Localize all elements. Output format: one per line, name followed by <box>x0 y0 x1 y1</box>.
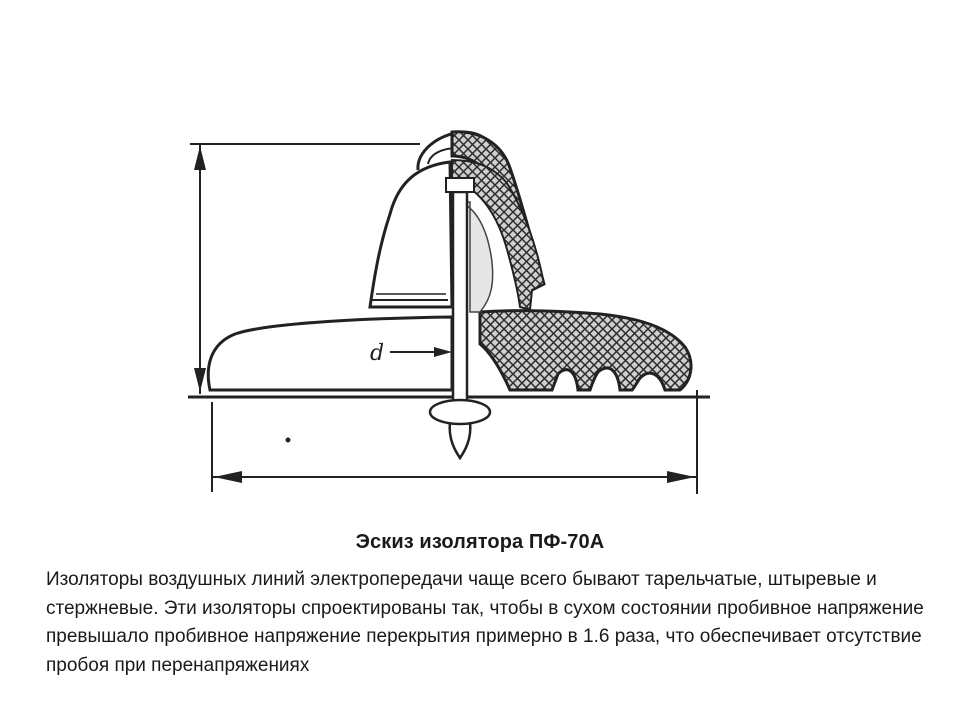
insulator-sketch <box>180 122 720 504</box>
label-h: h <box>186 142 187 143</box>
label-d: d <box>370 341 385 366</box>
speck-mark <box>286 438 291 443</box>
insulator-section-half <box>452 132 691 390</box>
label-D: D <box>456 500 457 501</box>
figure-caption: Эскиз изолятора ПФ-70А <box>355 531 605 553</box>
body-paragraph: Изоляторы воздушных линий электропередачи чаще всего бывают тарельчатые, штыревые и стержневые. Эти изоляторы спроектированы так, чтобы в сухом состоянии пробивное напряжение превышало пробивное напряжение перекрытия примерно в 1.6 раза, что обеспечивает отсутствие пробоя при перенапряжениях <box>46 569 924 676</box>
